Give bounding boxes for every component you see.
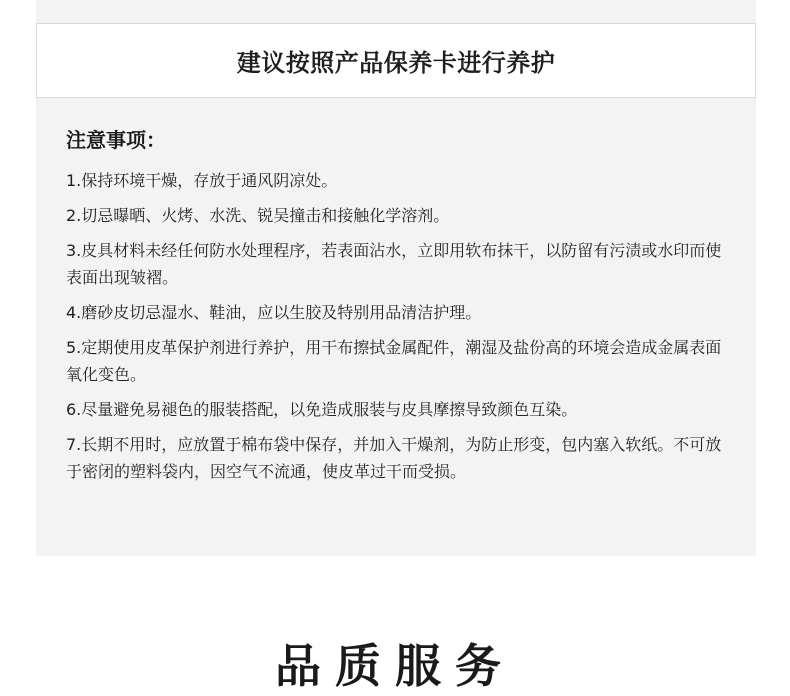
note-item: 7.长期不用时，应放置于棉布袋中保存，并加入干燥剂，为防止形变，包内塞入软纸。不可放于密闭的塑料袋内，因空气不流通，使皮革过干而受损。 xyxy=(66,435,722,481)
quality-service-heading: 品质服务 xyxy=(275,639,515,693)
note-item: 3.皮具材料未经任何防水处理程序，若表面沾水，立即用软布抹干，以防留有污渍或水印而使表面出现皱褶。 xyxy=(66,241,722,287)
note-item: 1.保持环境干燥，存放于通风阴凉处。 xyxy=(66,171,338,190)
care-title-box xyxy=(36,23,756,98)
note-item: 5.定期使用皮革保护剂进行养护，用干布擦拭金属配件，潮湿及盐份高的环境会造成金属表面氧化变色。 xyxy=(66,338,722,384)
note-item: 4.磨砂皮切忌湿水、鞋油，应以生胶及特别用品清洁护理。 xyxy=(66,303,482,322)
note-item: 2.切忌曝晒、火烤、水洗、锐吴撞击和接触化学溶剂。 xyxy=(66,206,450,225)
notes-section xyxy=(66,124,730,493)
note-item: 6.尽量避免易褪色的服装搭配，以免造成服装与皮具摩擦导致颜色互染。 xyxy=(66,400,578,419)
notes-heading: 注意事项： xyxy=(66,128,166,152)
care-title: 建议按照产品保养卡进行养护 xyxy=(236,49,556,77)
